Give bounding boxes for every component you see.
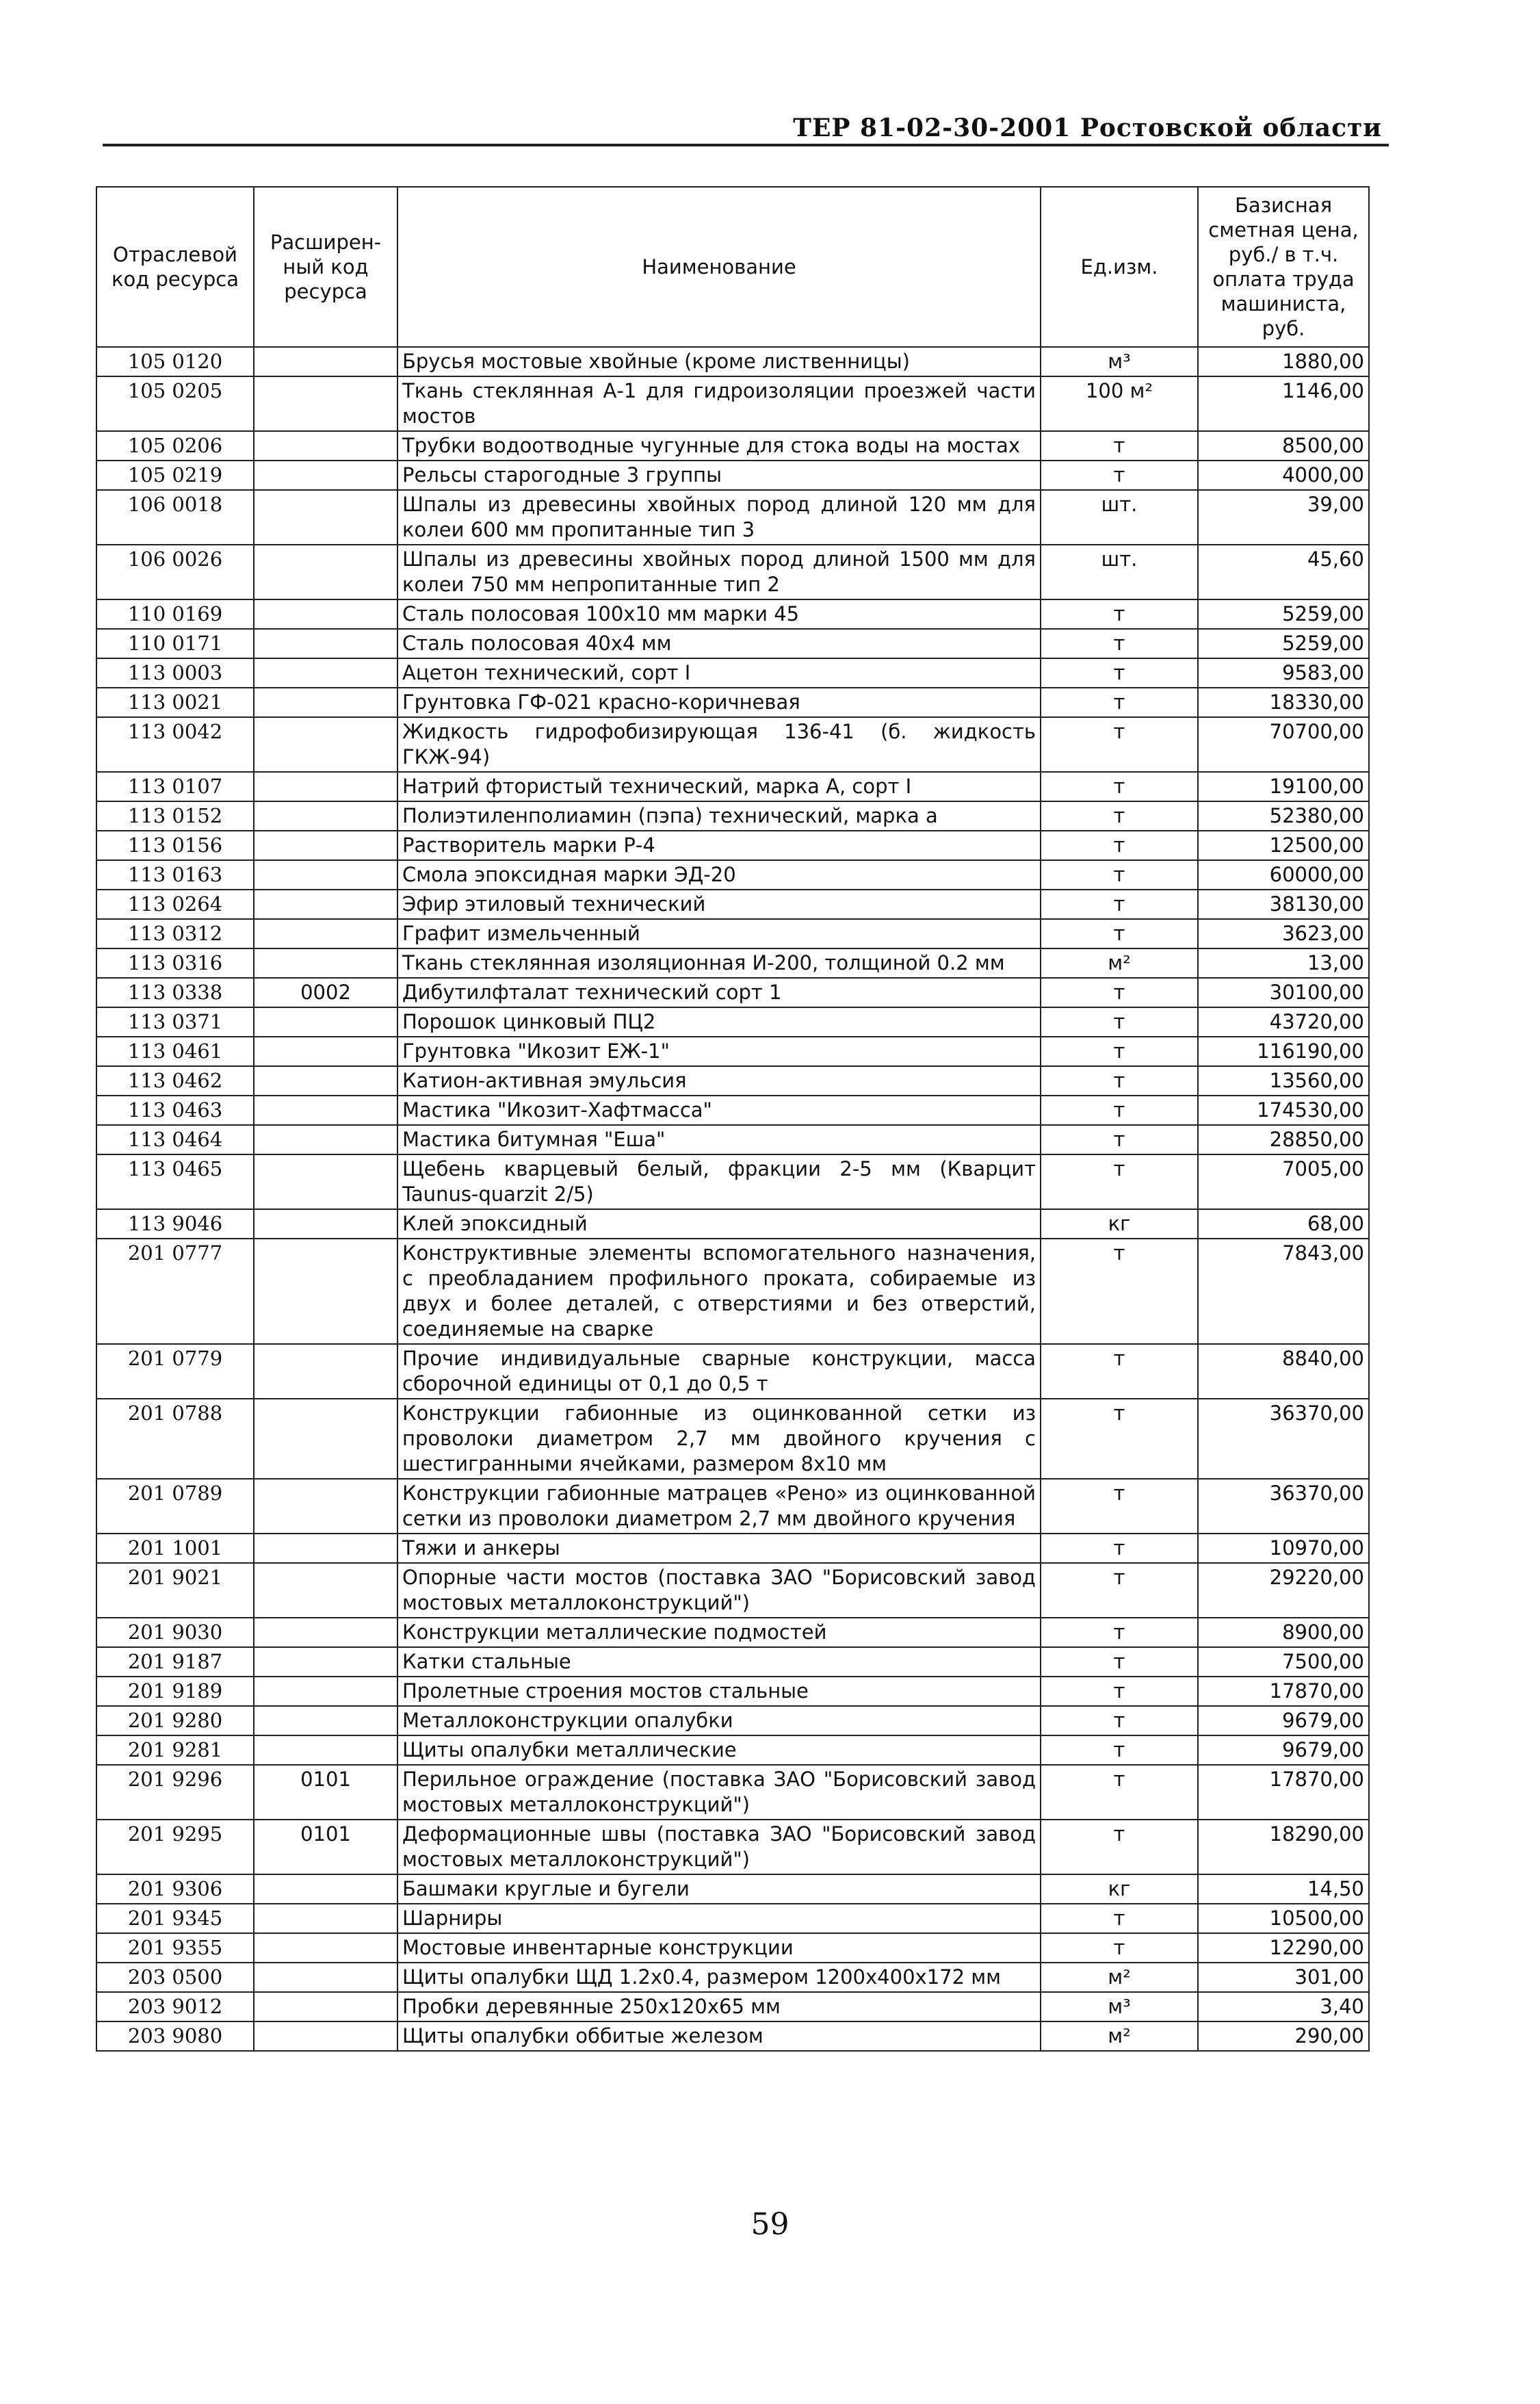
table-row: [96, 1992, 1369, 2021]
resource-code-cell: 106 0026: [96, 545, 254, 599]
table-row: [96, 831, 1369, 860]
resource-code-cell: 201 9030: [96, 1618, 254, 1647]
resource-name-cell: Грунтовка "Икозит ЕЖ-1": [397, 1037, 1041, 1066]
resource-name-cell: Металлоконструкции опалубки: [397, 1706, 1041, 1735]
unit-cell: т: [1041, 1735, 1198, 1765]
resource-code-cell: 113 0042: [96, 717, 254, 772]
price-cell: 68,00: [1198, 1209, 1369, 1239]
table-row: [96, 1963, 1369, 1992]
resource-code-cell: 113 0462: [96, 1066, 254, 1096]
price-cell: 4000,00: [1198, 461, 1369, 490]
resource-name-cell: Мастика битумная "Еша": [397, 1125, 1041, 1154]
price-cell: 290,00: [1198, 2021, 1369, 2051]
resource-name-cell: Щебень кварцевый белый, фракции 2-5 мм (Кварцит Taunus-quarzit 2/5): [397, 1154, 1041, 1209]
unit-cell: т: [1041, 978, 1198, 1007]
price-cell: 3,40: [1198, 1992, 1369, 2021]
price-cell: 7005,00: [1198, 1154, 1369, 1209]
extended-code-cell: [254, 629, 397, 658]
resource-name-cell: Тяжи и анкеры: [397, 1534, 1041, 1563]
unit-cell: т: [1041, 1007, 1198, 1037]
resource-name-cell: Конструктивные элементы вспомогательного назначения, с преобладанием профильного проката, собираемые из двух и более деталей, с отверстиями и без отверстий, соединяемые на сварке: [397, 1239, 1041, 1344]
table-row: [96, 599, 1369, 629]
unit-cell: м³: [1041, 1992, 1198, 2021]
price-cell: 19100,00: [1198, 772, 1369, 801]
resource-code-cell: 113 0152: [96, 801, 254, 831]
resource-name-cell: Рельсы старогодные 3 группы: [397, 461, 1041, 490]
price-cell: 9679,00: [1198, 1735, 1369, 1765]
unit-cell: т: [1041, 1066, 1198, 1096]
price-cell: 1880,00: [1198, 347, 1369, 376]
extended-code-cell: [254, 890, 397, 919]
resource-code-cell: 113 0461: [96, 1037, 254, 1066]
resource-name-cell: Клей эпоксидный: [397, 1209, 1041, 1239]
table-row: [96, 431, 1369, 461]
table-row: [96, 461, 1369, 490]
extended-code-cell: [254, 1647, 397, 1677]
unit-cell: т: [1041, 772, 1198, 801]
column-header-code: Отраслевой код ресурса: [96, 187, 254, 347]
extended-code-cell: [254, 1706, 397, 1735]
table-row: [96, 1239, 1369, 1344]
unit-cell: т: [1041, 1096, 1198, 1125]
table-row: [96, 1399, 1369, 1479]
table-body: [96, 347, 1369, 2051]
resource-code-cell: 201 0789: [96, 1479, 254, 1534]
table-row: [96, 1037, 1369, 1066]
extended-code-cell: [254, 1563, 397, 1618]
resource-code-cell: 201 9187: [96, 1647, 254, 1677]
price-cell: 39,00: [1198, 490, 1369, 545]
table-row: [96, 1066, 1369, 1096]
price-cell: 17870,00: [1198, 1765, 1369, 1820]
unit-cell: шт.: [1041, 490, 1198, 545]
column-header-ext-code: Расширен-ный код ресурса: [254, 187, 397, 347]
price-cell: 12290,00: [1198, 1933, 1369, 1963]
extended-code-cell: 0101: [254, 1820, 397, 1874]
resource-name-cell: Конструкции металлические подмостей: [397, 1618, 1041, 1647]
resource-code-cell: 201 9295: [96, 1820, 254, 1874]
resource-code-cell: 201 0779: [96, 1344, 254, 1399]
resource-code-cell: 113 0338: [96, 978, 254, 1007]
unit-cell: м²: [1041, 2021, 1198, 2051]
resource-code-cell: 113 0312: [96, 919, 254, 948]
table-row: [96, 490, 1369, 545]
unit-cell: т: [1041, 1904, 1198, 1933]
resource-name-cell: Порошок цинковый ПЦ2: [397, 1007, 1041, 1037]
table-row: [96, 772, 1369, 801]
unit-cell: т: [1041, 599, 1198, 629]
unit-cell: шт.: [1041, 545, 1198, 599]
resource-code-cell: 201 0777: [96, 1239, 254, 1344]
resource-name-cell: Деформационные швы (поставка ЗАО "Борисовский завод мостовых металлоконструкций"): [397, 1820, 1041, 1874]
table-row: [96, 1706, 1369, 1735]
resource-code-cell: 201 9189: [96, 1677, 254, 1706]
unit-cell: т: [1041, 717, 1198, 772]
extended-code-cell: 0101: [254, 1765, 397, 1820]
table-row: [96, 1618, 1369, 1647]
unit-cell: т: [1041, 1706, 1198, 1735]
resource-code-cell: 110 0171: [96, 629, 254, 658]
resource-name-cell: Натрий фтористый технический, марка А, сорт I: [397, 772, 1041, 801]
resource-code-cell: 113 0371: [96, 1007, 254, 1037]
table-row: [96, 1344, 1369, 1399]
resource-name-cell: Дибутилфталат технический сорт 1: [397, 978, 1041, 1007]
resource-name-cell: Катион-активная эмульсия: [397, 1066, 1041, 1096]
resource-name-cell: Полиэтиленполиамин (пэпа) технический, марка а: [397, 801, 1041, 831]
price-cell: 116190,00: [1198, 1037, 1369, 1066]
resource-code-cell: 113 0464: [96, 1125, 254, 1154]
price-cell: 45,60: [1198, 545, 1369, 599]
extended-code-cell: [254, 831, 397, 860]
resource-code-cell: 203 9012: [96, 1992, 254, 2021]
price-cell: 13560,00: [1198, 1066, 1369, 1096]
price-cell: 36370,00: [1198, 1399, 1369, 1479]
resource-name-cell: Опорные части мостов (поставка ЗАО "Борисовский завод мостовых металлоконструкций"): [397, 1563, 1041, 1618]
resource-code-cell: 113 0264: [96, 890, 254, 919]
resource-name-cell: Щиты опалубки оббитые железом: [397, 2021, 1041, 2051]
table-row: [96, 376, 1369, 431]
resource-code-cell: 113 0021: [96, 688, 254, 717]
price-cell: 301,00: [1198, 1963, 1369, 1992]
resource-code-cell: 113 0463: [96, 1096, 254, 1125]
unit-cell: т: [1041, 1563, 1198, 1618]
price-cell: 7500,00: [1198, 1647, 1369, 1677]
extended-code-cell: [254, 1618, 397, 1647]
resource-code-cell: 201 9296: [96, 1765, 254, 1820]
table-row: [96, 890, 1369, 919]
resource-code-cell: 113 9046: [96, 1209, 254, 1239]
resource-code-cell: 113 0156: [96, 831, 254, 860]
unit-cell: т: [1041, 688, 1198, 717]
resource-name-cell: Ацетон технический, сорт I: [397, 658, 1041, 688]
unit-cell: т: [1041, 801, 1198, 831]
resource-code-cell: 113 0163: [96, 860, 254, 890]
price-cell: 13,00: [1198, 948, 1369, 978]
extended-code-cell: [254, 658, 397, 688]
resource-code-cell: 203 9080: [96, 2021, 254, 2051]
table-row: [96, 688, 1369, 717]
table-row: [96, 1735, 1369, 1765]
unit-cell: т: [1041, 1534, 1198, 1563]
resource-name-cell: Ткань стеклянная изоляционная И-200, толщиной 0.2 мм: [397, 948, 1041, 978]
extended-code-cell: [254, 1479, 397, 1534]
resource-name-cell: Трубки водоотводные чугунные для стока воды на мостах: [397, 431, 1041, 461]
extended-code-cell: [254, 1096, 397, 1125]
extended-code-cell: [254, 1933, 397, 1963]
table-row: [96, 978, 1369, 1007]
resource-code-cell: 105 0206: [96, 431, 254, 461]
resource-code-cell: 113 0465: [96, 1154, 254, 1209]
resource-name-cell: Ткань стеклянная А-1 для гидроизоляции проезжей части мостов: [397, 376, 1041, 431]
price-cell: 1146,00: [1198, 376, 1369, 431]
price-cell: 12500,00: [1198, 831, 1369, 860]
extended-code-cell: [254, 431, 397, 461]
extended-code-cell: [254, 1037, 397, 1066]
unit-cell: т: [1041, 1037, 1198, 1066]
price-cell: 60000,00: [1198, 860, 1369, 890]
extended-code-cell: [254, 599, 397, 629]
unit-cell: т: [1041, 1647, 1198, 1677]
price-cell: 10500,00: [1198, 1904, 1369, 1933]
extended-code-cell: [254, 1399, 397, 1479]
resource-name-cell: Смола эпоксидная марки ЭД-20: [397, 860, 1041, 890]
unit-cell: т: [1041, 1479, 1198, 1534]
table-row: [96, 658, 1369, 688]
extended-code-cell: [254, 1239, 397, 1344]
unit-cell: т: [1041, 1618, 1198, 1647]
extended-code-cell: 0002: [254, 978, 397, 1007]
extended-code-cell: [254, 545, 397, 599]
table-row: [96, 1904, 1369, 1933]
extended-code-cell: [254, 461, 397, 490]
unit-cell: т: [1041, 629, 1198, 658]
unit-cell: т: [1041, 1677, 1198, 1706]
resource-code-cell: 201 9281: [96, 1735, 254, 1765]
resource-code-cell: 110 0169: [96, 599, 254, 629]
unit-cell: т: [1041, 1933, 1198, 1963]
extended-code-cell: [254, 1874, 397, 1904]
price-cell: 70700,00: [1198, 717, 1369, 772]
extended-code-cell: [254, 1066, 397, 1096]
price-cell: 9583,00: [1198, 658, 1369, 688]
price-cell: 7843,00: [1198, 1239, 1369, 1344]
table-row: [96, 1677, 1369, 1706]
unit-cell: т: [1041, 1344, 1198, 1399]
price-cell: 9679,00: [1198, 1706, 1369, 1735]
extended-code-cell: [254, 688, 397, 717]
extended-code-cell: [254, 1904, 397, 1933]
price-cell: 52380,00: [1198, 801, 1369, 831]
price-cell: 14,50: [1198, 1874, 1369, 1904]
unit-cell: 100 м²: [1041, 376, 1198, 431]
extended-code-cell: [254, 717, 397, 772]
resource-name-cell: Мостовые инвентарные конструкции: [397, 1933, 1041, 1963]
unit-cell: т: [1041, 1765, 1198, 1820]
price-cell: 5259,00: [1198, 599, 1369, 629]
resource-name-cell: Башмаки круглые и бугели: [397, 1874, 1041, 1904]
resource-code-cell: 105 0120: [96, 347, 254, 376]
table-row: [96, 1479, 1369, 1534]
extended-code-cell: [254, 1677, 397, 1706]
extended-code-cell: [254, 1125, 397, 1154]
resource-code-cell: 201 9280: [96, 1706, 254, 1735]
resource-name-cell: Перильное ограждение (поставка ЗАО "Борисовский завод мостовых металлоконструкций"): [397, 1765, 1041, 1820]
price-cell: 10970,00: [1198, 1534, 1369, 1563]
unit-cell: т: [1041, 431, 1198, 461]
resource-code-cell: 201 9306: [96, 1874, 254, 1904]
table-row: [96, 1820, 1369, 1874]
unit-cell: т: [1041, 860, 1198, 890]
resource-code-cell: 201 9345: [96, 1904, 254, 1933]
resource-name-cell: Пролетные строения мостов стальные: [397, 1677, 1041, 1706]
table-row: [96, 948, 1369, 978]
resource-name-cell: Сталь полосовая 100х10 мм марки 45: [397, 599, 1041, 629]
resource-name-cell: Графит измельченный: [397, 919, 1041, 948]
extended-code-cell: [254, 801, 397, 831]
unit-cell: т: [1041, 1239, 1198, 1344]
column-header-name: Наименование: [397, 187, 1041, 347]
resource-code-cell: 201 9355: [96, 1933, 254, 1963]
resource-name-cell: Конструкции габионные матрацев «Рено» из оцинкованной сетки из проволоки диаметром 2,7 мм двойного кручения: [397, 1479, 1041, 1534]
table-row: [96, 629, 1369, 658]
resource-code-cell: 113 0316: [96, 948, 254, 978]
unit-cell: м²: [1041, 1963, 1198, 1992]
resource-code-cell: 105 0219: [96, 461, 254, 490]
extended-code-cell: [254, 860, 397, 890]
page-number: 59: [751, 2207, 789, 2242]
resource-name-cell: Растворитель марки Р-4: [397, 831, 1041, 860]
unit-cell: кг: [1041, 1874, 1198, 1904]
resource-code-cell: 113 0107: [96, 772, 254, 801]
resource-name-cell: Сталь полосовая 40х4 мм: [397, 629, 1041, 658]
price-cell: 43720,00: [1198, 1007, 1369, 1037]
extended-code-cell: [254, 1007, 397, 1037]
resource-code-cell: 201 1001: [96, 1534, 254, 1563]
unit-cell: м²: [1041, 948, 1198, 978]
resource-name-cell: Эфир этиловый технический: [397, 890, 1041, 919]
table-row: [96, 717, 1369, 772]
resource-code-cell: 106 0018: [96, 490, 254, 545]
unit-cell: т: [1041, 831, 1198, 860]
extended-code-cell: [254, 772, 397, 801]
price-cell: 8900,00: [1198, 1618, 1369, 1647]
extended-code-cell: [254, 1209, 397, 1239]
page-header: [103, 109, 1389, 146]
resource-name-cell: Конструкции габионные из оцинкованной сетки из проволоки диаметром 2,7 мм двойного кручения с шестигранными ячейками, размером 8х10 мм: [397, 1399, 1041, 1479]
table-row: [96, 1125, 1369, 1154]
price-cell: 174530,00: [1198, 1096, 1369, 1125]
table-row: [96, 1007, 1369, 1037]
unit-cell: т: [1041, 658, 1198, 688]
price-cell: 17870,00: [1198, 1677, 1369, 1706]
unit-cell: т: [1041, 1125, 1198, 1154]
resource-name-cell: Шпалы из древесины хвойных пород длиной 1500 мм для колеи 750 мм непропитанные тип 2: [397, 545, 1041, 599]
document-title: ТЕР 81-02-30-2001 Ростовской области: [793, 114, 1382, 142]
extended-code-cell: [254, 919, 397, 948]
resource-name-cell: Шпалы из древесины хвойных пород длиной 120 мм для колеи 600 мм пропитанные тип 3: [397, 490, 1041, 545]
extended-code-cell: [254, 1963, 397, 1992]
table-row: [96, 347, 1369, 376]
extended-code-cell: [254, 376, 397, 431]
resource-name-cell: Шарниры: [397, 1904, 1041, 1933]
table-row: [96, 1154, 1369, 1209]
resource-name-cell: Жидкость гидрофобизирующая 136-41 (б. жидкость ГКЖ-94): [397, 717, 1041, 772]
table-row: [96, 801, 1369, 831]
price-cell: 38130,00: [1198, 890, 1369, 919]
price-cell: 36370,00: [1198, 1479, 1369, 1534]
extended-code-cell: [254, 948, 397, 978]
extended-code-cell: [254, 490, 397, 545]
column-header-price: Базисная сметная цена, руб./ в т.ч. оплата труда машиниста, руб.: [1198, 187, 1369, 347]
resource-name-cell: Брусья мостовые хвойные (кроме лиственницы): [397, 347, 1041, 376]
table-row: [96, 1647, 1369, 1677]
resource-name-cell: Щиты опалубки ЩД 1.2х0.4, размером 1200х400х172 мм: [397, 1963, 1041, 1992]
unit-cell: т: [1041, 919, 1198, 948]
table-header-row: [96, 187, 1369, 347]
unit-cell: м³: [1041, 347, 1198, 376]
price-cell: 8500,00: [1198, 431, 1369, 461]
resource-code-cell: 201 0788: [96, 1399, 254, 1479]
unit-cell: т: [1041, 1154, 1198, 1209]
resource-name-cell: Прочие индивидуальные сварные конструкции, масса сборочной единицы от 0,1 до 0,5 т: [397, 1344, 1041, 1399]
price-cell: 28850,00: [1198, 1125, 1369, 1154]
price-cell: 18330,00: [1198, 688, 1369, 717]
resource-name-cell: Грунтовка ГФ-021 красно-коричневая: [397, 688, 1041, 717]
resource-name-cell: Катки стальные: [397, 1647, 1041, 1677]
price-cell: 29220,00: [1198, 1563, 1369, 1618]
table-row: [96, 1933, 1369, 1963]
unit-cell: кг: [1041, 1209, 1198, 1239]
table-row: [96, 860, 1369, 890]
table-row: [96, 1534, 1369, 1563]
extended-code-cell: [254, 347, 397, 376]
unit-cell: т: [1041, 1820, 1198, 1874]
price-cell: 5259,00: [1198, 629, 1369, 658]
unit-cell: т: [1041, 1399, 1198, 1479]
table-row: [96, 545, 1369, 599]
table-row: [96, 2021, 1369, 2051]
extended-code-cell: [254, 1992, 397, 2021]
resource-price-table: [96, 186, 1370, 2052]
price-cell: 30100,00: [1198, 978, 1369, 1007]
table-row: [96, 1096, 1369, 1125]
table-row: [96, 1874, 1369, 1904]
price-cell: 18290,00: [1198, 1820, 1369, 1874]
extended-code-cell: [254, 1534, 397, 1563]
extended-code-cell: [254, 2021, 397, 2051]
extended-code-cell: [254, 1735, 397, 1765]
column-header-unit: Ед.изм.: [1041, 187, 1198, 347]
unit-cell: т: [1041, 890, 1198, 919]
resource-name-cell: Щиты опалубки металлические: [397, 1735, 1041, 1765]
price-cell: 8840,00: [1198, 1344, 1369, 1399]
resource-code-cell: 113 0003: [96, 658, 254, 688]
table-row: [96, 1563, 1369, 1618]
resource-code-cell: 105 0205: [96, 376, 254, 431]
extended-code-cell: [254, 1344, 397, 1399]
resource-name-cell: Мастика "Икозит-Хафтмасса": [397, 1096, 1041, 1125]
resource-code-cell: 201 9021: [96, 1563, 254, 1618]
table-row: [96, 1209, 1369, 1239]
price-cell: 3623,00: [1198, 919, 1369, 948]
extended-code-cell: [254, 1154, 397, 1209]
resource-code-cell: 203 0500: [96, 1963, 254, 1992]
table-row: [96, 1765, 1369, 1820]
unit-cell: т: [1041, 461, 1198, 490]
table-row: [96, 919, 1369, 948]
resource-name-cell: Пробки деревянные 250х120х65 мм: [397, 1992, 1041, 2021]
